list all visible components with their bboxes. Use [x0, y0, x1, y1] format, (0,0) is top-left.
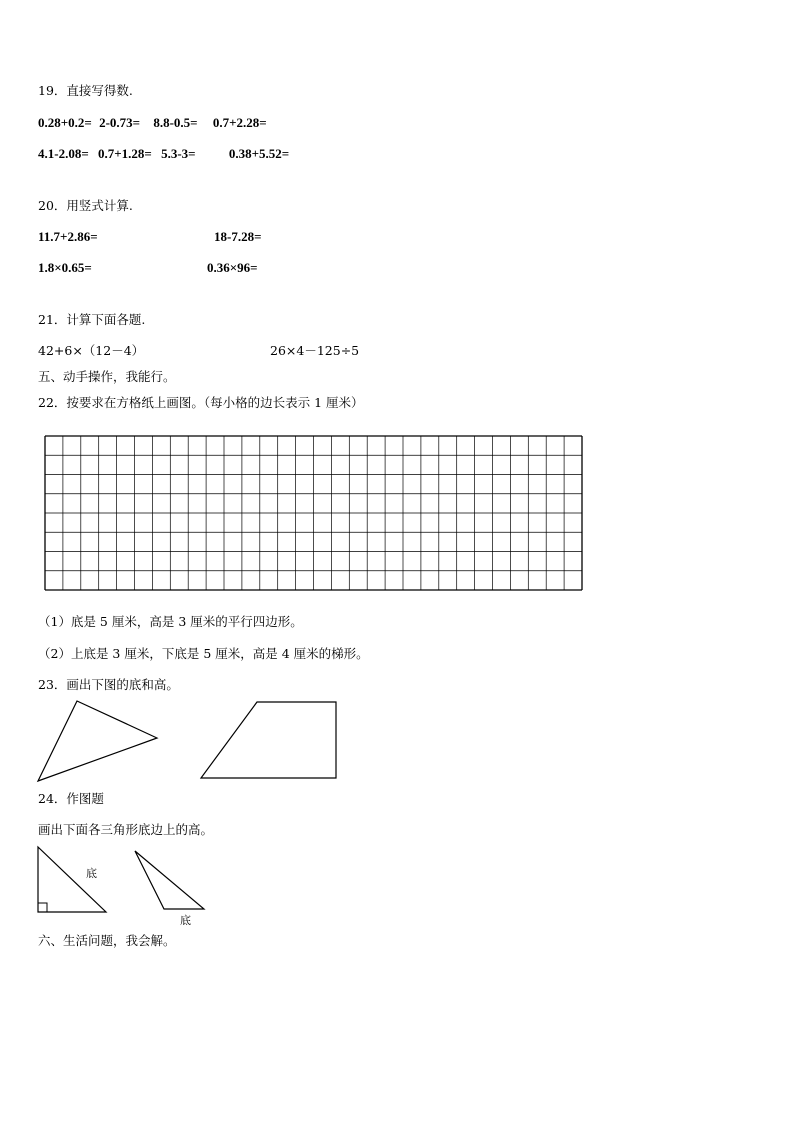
q24-base-label-2: 底	[180, 914, 191, 927]
q20-title: 20．用竖式计算.	[38, 198, 133, 213]
q19-expr-3: 8.8-0.5=	[153, 115, 198, 130]
q19-expr-7: 5.3-3=	[161, 146, 196, 161]
right-angle-marker	[38, 903, 47, 912]
q19-expr-5: 4.1-2.08=	[38, 146, 89, 161]
q22-part-1: （1）底是 5 厘米，高是 3 厘米的平行四边形。	[38, 614, 303, 629]
q21-title: 21．计算下面各题.	[38, 312, 146, 327]
q19-expr-4: 0.7+2.28=	[212, 115, 267, 130]
q22-title: 22．按要求在方格纸上画图。（每小格的边长表示 1 厘米）	[38, 395, 364, 410]
q24-obtuse-triangle	[135, 851, 204, 909]
q20-expr-4: 0.36×96=	[207, 260, 258, 275]
q22-part-2: （2）上底是 3 厘米，下底是 5 厘米，高是 4 厘米的梯形。	[38, 646, 369, 661]
q21-expr-1: 42+6×（12－4）	[38, 343, 145, 358]
q20-expr-3: 1.8×0.65=	[38, 260, 92, 275]
q24-base-label-1: 底	[86, 867, 97, 880]
q19-title: 19．直接写得数.	[38, 83, 133, 98]
q21-expr-2: 26×4－125÷5	[270, 343, 360, 358]
q23-title: 23．画出下图的底和高。	[38, 677, 179, 692]
section-6-heading: 六、生活问题，我会解。	[38, 933, 176, 948]
q24-instruction: 画出下面各三角形底边上的高。	[38, 822, 214, 837]
q19-expr-1: 0.28+0.2=	[38, 115, 92, 130]
section-5-heading: 五、动手操作，我能行。	[38, 369, 176, 384]
q20-expr-2: 18-7.28=	[214, 229, 262, 244]
q20-expr-1: 11.7+2.86=	[38, 229, 98, 244]
q19-expr-2: 2-0.73=	[99, 115, 141, 130]
q19-expr-6: 0.7+1.28=	[98, 146, 152, 161]
q19-expr-8: 0.38+5.52=	[228, 146, 290, 161]
q24-title: 24．作图题	[38, 791, 104, 806]
